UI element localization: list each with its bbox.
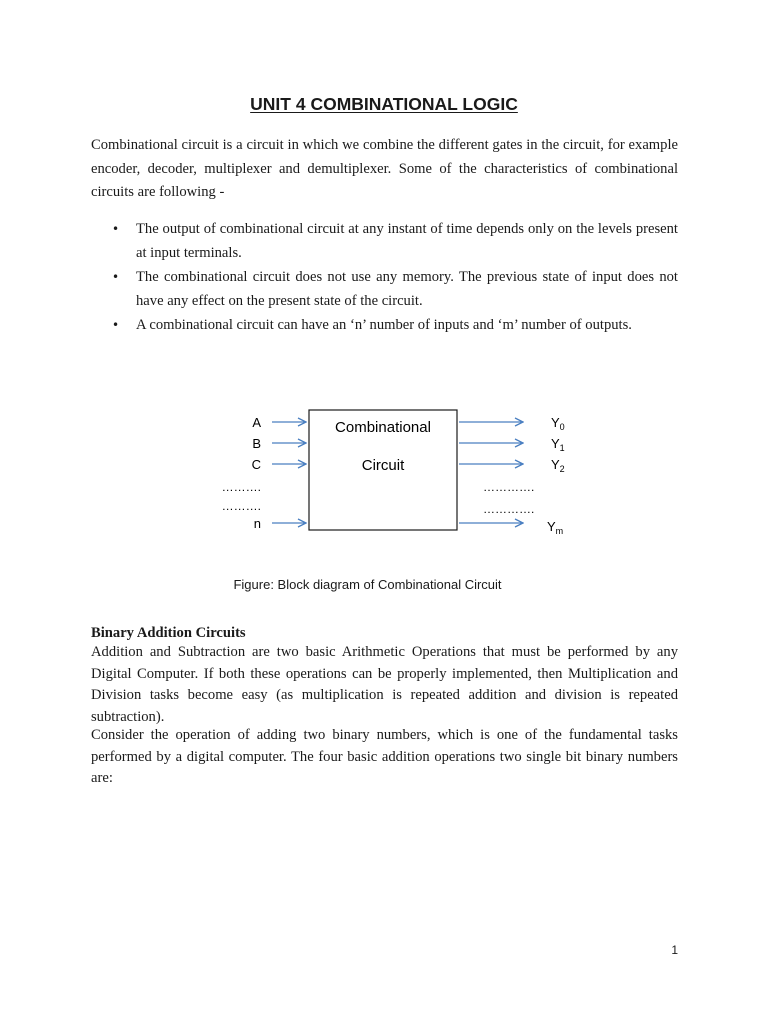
output-label-y1: $Y_1$	[551, 436, 565, 453]
list-item-text: A combinational circuit can have an ‘n’ number of inputs and ‘m’ number of outputs.	[136, 317, 632, 333]
characteristics-list	[91, 218, 678, 339]
output-label-y2: $Y_2$	[551, 457, 565, 474]
list-item	[91, 266, 678, 313]
section-heading: Binary Addition Circuits	[91, 625, 246, 641]
section-paragraph: Consider the operation of adding two binary numbers, which is one of the fundamental tasks performed by a digital computer. The four basic addition operations two single bit binary numbers are:	[91, 727, 678, 786]
bullet-icon: •	[112, 270, 120, 284]
input-label-c: C	[251, 457, 261, 472]
input-label-b: B	[252, 436, 261, 451]
input-label-n: n	[253, 516, 261, 531]
bullet-icon: •	[112, 318, 120, 332]
block-label-line1: Combinational	[335, 419, 431, 436]
bullet-icon: •	[112, 222, 120, 236]
figure-caption: Figure: Block diagram of Combinational Circuit	[233, 577, 502, 592]
list-item-text: The combinational circuit does not use any memory. The previous state of input does not have any effect on the present state of the circuit.	[136, 269, 678, 309]
page-title: UNIT 4 COMBINATIONAL LOGIC	[250, 94, 518, 114]
block-diagram	[0, 400, 768, 550]
input-ellipsis: ……….	[221, 499, 261, 513]
section-paragraph: Addition and Subtraction are two basic Arithmetic Operations that must be performed by any Digital Computer. If both these operations can be properly implemented, then Multiplication and Division tasks become easy (as multiplication is repeated addition and division is repeated subtraction).	[91, 644, 678, 725]
input-label-a: A	[252, 415, 261, 430]
output-label-ym: $Y_m$	[547, 519, 564, 536]
intro-paragraph: Combinational circuit is a circuit in which we combine the different gates in the circuit, for example encoder, decoder, multiplexer and demultiplexer. Some of the characteristics of combinational circuits are following -	[91, 137, 678, 200]
output-ellipsis: ………….	[483, 480, 535, 494]
list-item-text: The output of combinational circuit at any instant of time depends only on the levels present at input terminals.	[136, 221, 678, 261]
list-item	[91, 218, 678, 265]
input-ellipsis: ……….	[221, 480, 261, 494]
output-label-y0: $Y_0$	[551, 415, 565, 432]
block-label-line2: Circuit	[361, 457, 405, 474]
output-ellipsis: ………….	[483, 502, 535, 516]
list-item	[91, 314, 678, 338]
page-number: 1	[671, 943, 678, 957]
